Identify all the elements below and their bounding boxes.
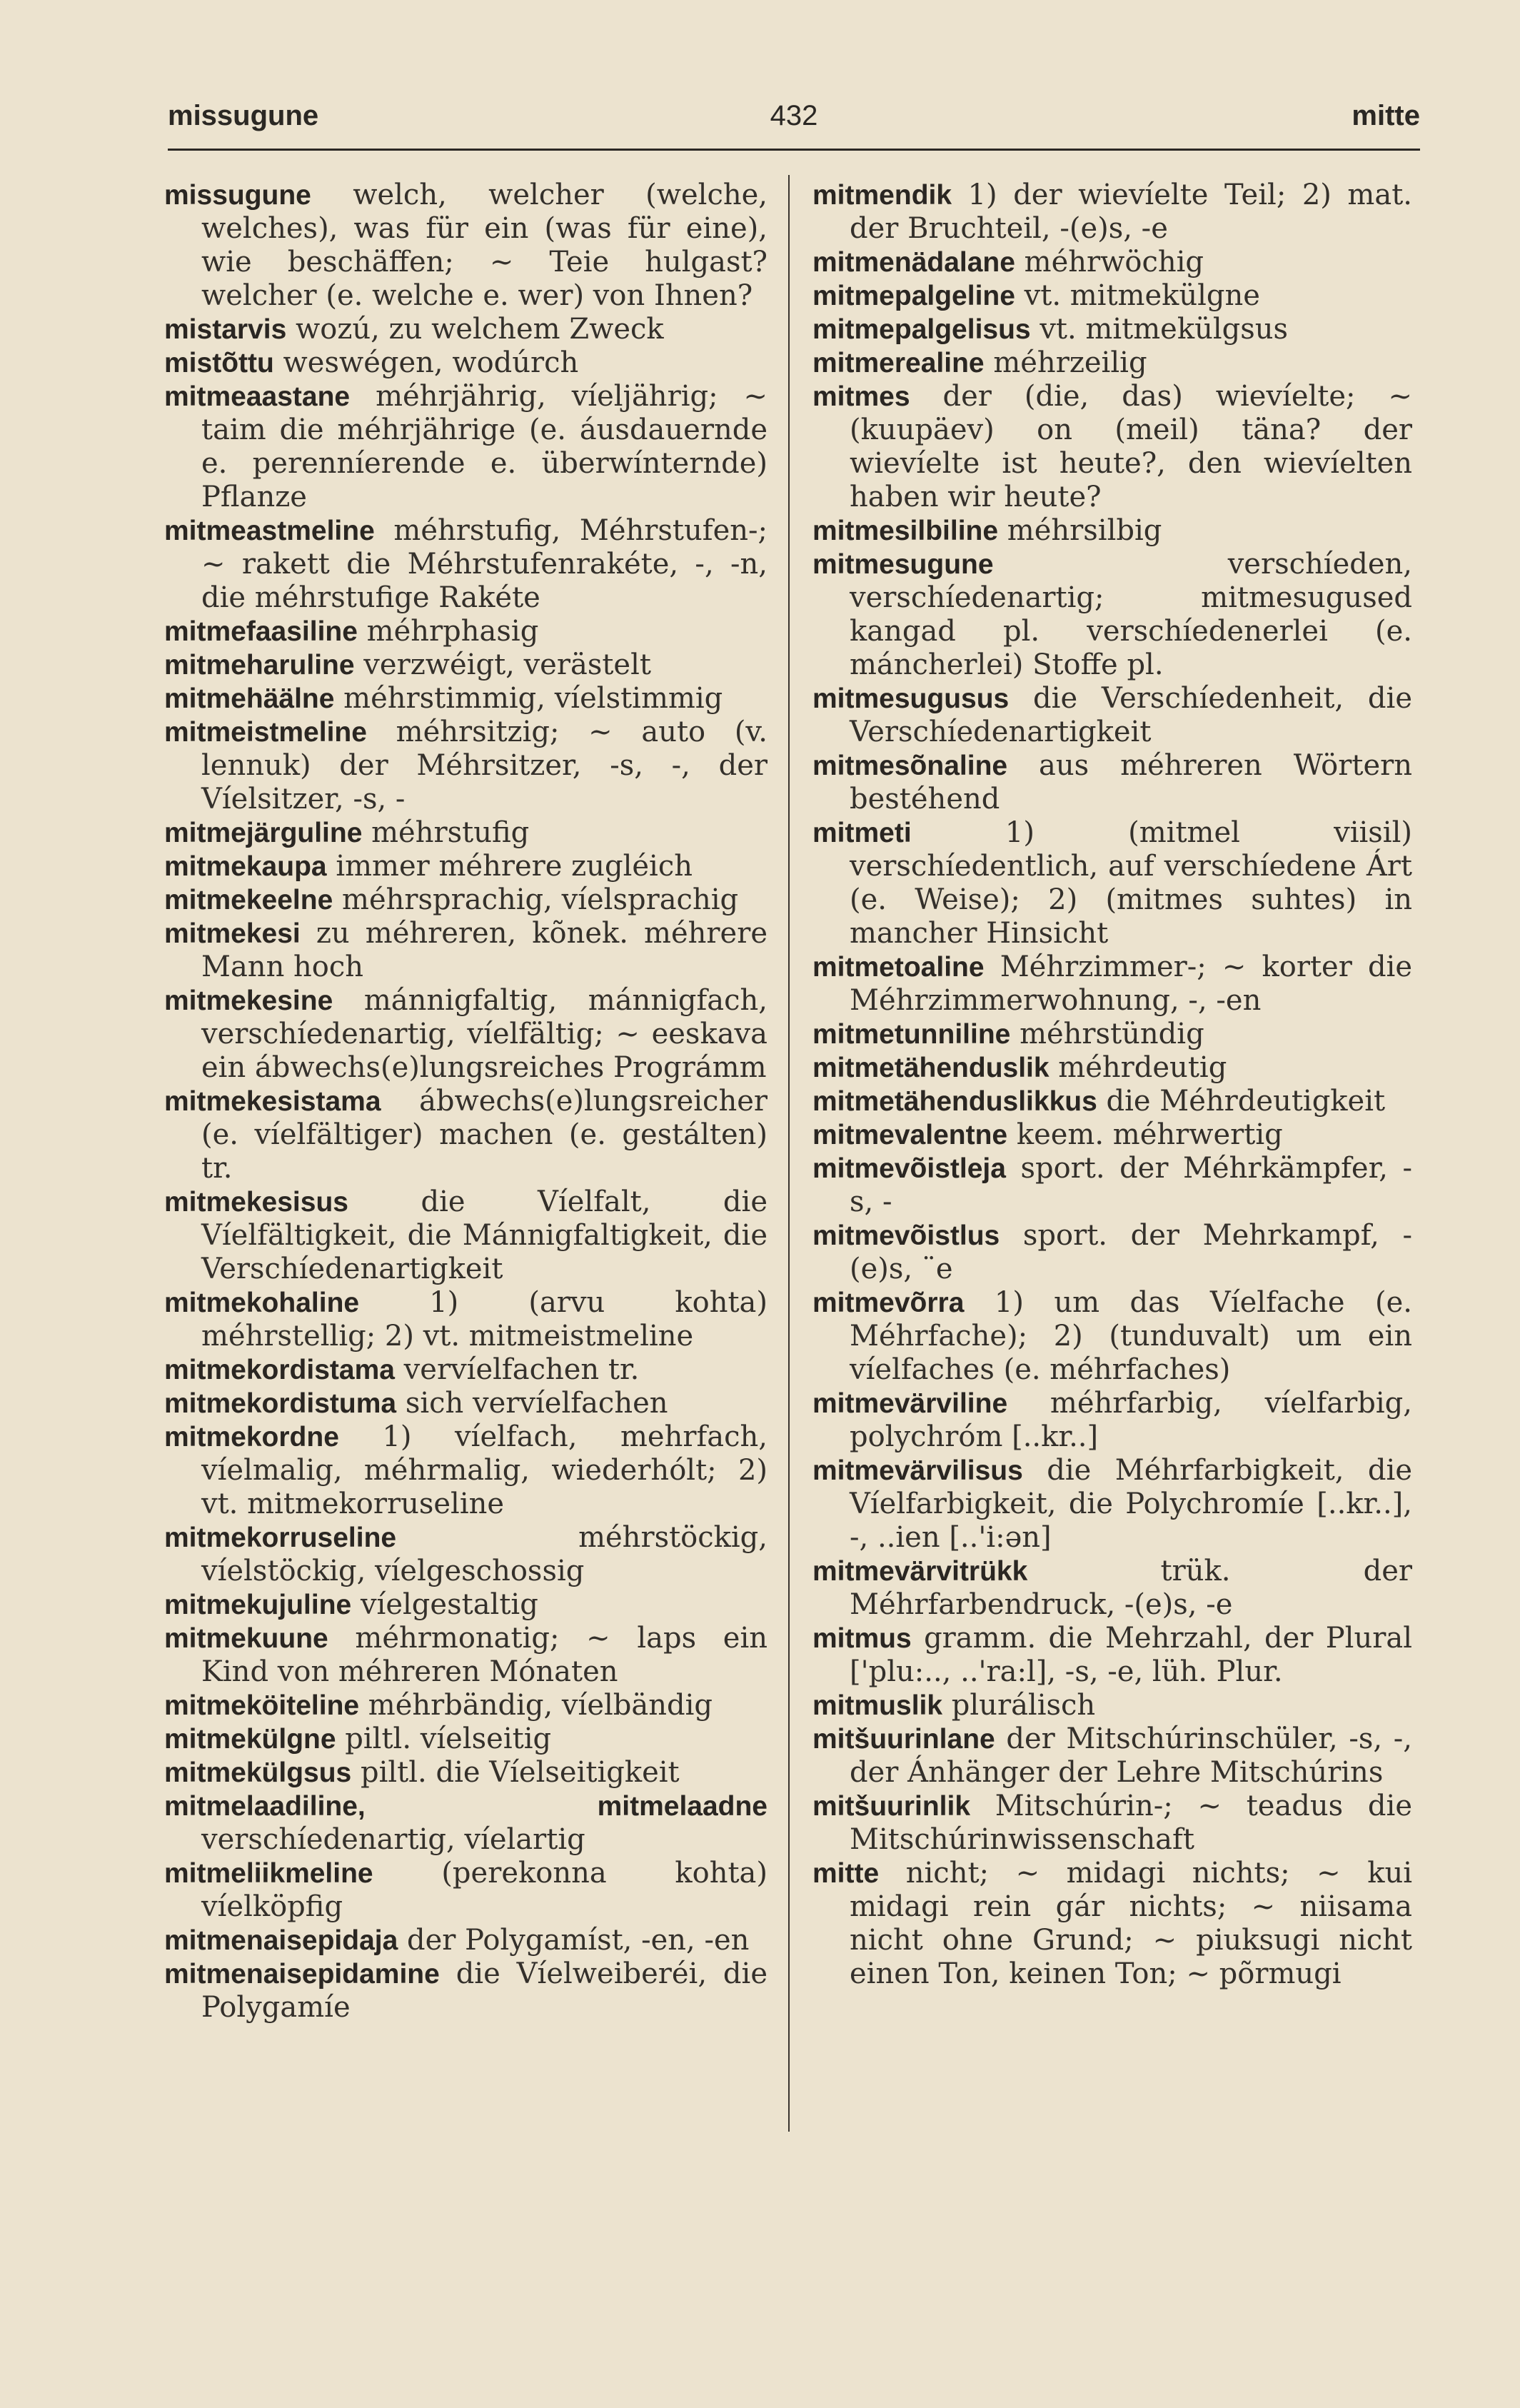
dictionary-entry: [812, 1018, 1412, 1051]
entry-headword: mitmeaastane: [164, 381, 351, 412]
dictionary-entry: [812, 1085, 1412, 1118]
dictionary-entry: [164, 1521, 767, 1588]
dictionary-entry: [164, 883, 767, 917]
entry-definition: plurálisch: [951, 1689, 1096, 1722]
entry-definition: méhrstöckig, víelstöckig, víelgeschossig: [201, 1521, 767, 1587]
entry-definition: méhrstündig: [1020, 1018, 1204, 1050]
dictionary-entry: [812, 950, 1412, 1018]
entry-definition: méhrstufig: [371, 816, 530, 849]
entry-definition: méhrjährig, víeljährig; ~ taim die méhrjährige (e. áusdauernde e. perenníerende e. überwínternde) Pflanze: [201, 380, 767, 513]
entry-definition: aus méhreren Wörtern bestéhend: [850, 749, 1412, 816]
entry-headword: missugune: [164, 180, 311, 211]
entry-definition: weswégen, wodúrch: [283, 346, 579, 379]
entry-headword: mitmekohaline: [164, 1288, 360, 1318]
entry-headword: mitmevärvilisus: [812, 1455, 1023, 1486]
dictionary-entry: [164, 380, 767, 514]
entry-definition: vt. mitmekülgsus: [1040, 313, 1289, 346]
entry-definition: 1) (mitmel viisil) verschíedentlich, auf verschíedene Árt (e. Weise); 2) (mitmes suhtes) in mancher Hinsicht: [850, 816, 1413, 950]
dictionary-entry: [164, 1689, 767, 1722]
entry-headword: mistarvis: [164, 314, 287, 345]
entry-definition: trük. der Méhrfarbendruck, -(e)s, -e: [850, 1555, 1412, 1621]
dictionary-entry: [812, 749, 1412, 816]
entry-definition: 1) der wievíelte Teil; 2) mat. der Bruchteil, -(e)s, -e: [850, 179, 1412, 245]
entry-definition: zu méhreren, kõnek. méhrere Mann hoch: [201, 917, 767, 983]
right-guideword: mitte: [1352, 100, 1420, 131]
entry-headword: mitmekordne: [164, 1422, 339, 1453]
entry-definition: welch, welcher (welche, welches), was für ein (was für eine), wie beschäffen; ~ Teie hulgast? welcher (e. welche e. wer) von Ihnen?: [201, 179, 767, 312]
entry-definition: die Víelfalt, die Víelfältigkeit, die Mánnigfaltigkeit, die Verschíedenartigkeit: [201, 1185, 767, 1285]
entry-definition: méhrbändig, víelbändig: [368, 1689, 713, 1722]
entry-definition: gramm. die Mehrzahl, der Plural ['plu:.., ..'ra:l], -s, -e, lüh. Plur.: [850, 1622, 1412, 1688]
entry-headword: mitmekesistama: [164, 1086, 381, 1117]
entry-headword: mitmes: [812, 381, 910, 412]
entry-definition: die Víelweiberéi, die Polygamíe: [201, 1957, 768, 2024]
entry-definition: piltl. víelseitig: [345, 1722, 552, 1755]
entry-definition: 1) um das Víelfache (e. Méhrfache); 2) (tunduvalt) um ein víelfaches (e. méhrfaches): [850, 1286, 1413, 1386]
dictionary-entry: [164, 1622, 767, 1689]
entry-definition: Méhrzimmer-; ~ korter die Méhrzimmerwohnung, -, -en: [850, 950, 1413, 1017]
dictionary-entry: [812, 1857, 1412, 1991]
entry-headword: mitšuurinlane: [812, 1724, 995, 1755]
entry-definition: der Polygamíst, -en, -en: [407, 1924, 750, 1957]
dictionary-entry: [164, 850, 767, 883]
entry-headword: mitmekesi: [164, 918, 301, 949]
entry-headword: mitmenaisepidaja: [164, 1925, 398, 1956]
dictionary-entry: [812, 1689, 1412, 1722]
page-header: [168, 100, 1420, 143]
entry-headword: mitmuslik: [812, 1690, 943, 1721]
entry-definition: Mitschúrin-; ~ teadus die Mitschúrinwissenschaft: [850, 1790, 1412, 1856]
entry-definition: immer méhrere zugléich: [336, 850, 693, 883]
entry-headword: mitmekesisus: [164, 1187, 348, 1218]
dictionary-entry: [164, 1924, 767, 1957]
dictionary-entry: [812, 380, 1412, 514]
entry-headword: mitmekesine: [164, 985, 333, 1016]
entry-definition: verschíeden, verschíedenartig; mitmesugused kangad pl. verschíedenerlei (e. máncherlei) Stoffe pl.: [850, 548, 1412, 681]
entry-headword: mitmevärvitrükk: [812, 1556, 1028, 1587]
entry-headword: mitmetähenduslik: [812, 1053, 1050, 1083]
entry-headword: mitmevõistleja: [812, 1153, 1006, 1184]
entry-definition: sport. der Mehrkampf, -(e)s, ¨e: [850, 1219, 1412, 1285]
entry-headword: mitte: [812, 1858, 880, 1889]
dictionary-entry: [164, 1085, 767, 1185]
entry-definition: sich vervíelfachen: [405, 1387, 668, 1420]
entry-definition: verzwéigt, verästelt: [363, 648, 651, 681]
entry-headword: mitmesõnaline: [812, 751, 1008, 781]
right-column: [812, 179, 1412, 1991]
entry-headword: mitmerealine: [812, 348, 985, 378]
entry-definition: méhrstimmig, víelstimmig: [343, 682, 723, 715]
entry-definition: die Méhrfarbigkeit, die Víelfarbigkeit, die Polychromíe [..kr..], -, ..ien [..'i:ən]: [850, 1454, 1412, 1554]
entry-definition: verschíedenartig, víelartig: [201, 1823, 585, 1856]
left-column: [164, 179, 767, 2025]
entry-definition: der Mitschúrinschüler, -s, -, der Ánhänger der Lehre Mitschúrins: [850, 1722, 1413, 1789]
entry-definition: méhrdeutig: [1058, 1051, 1227, 1084]
entry-headword: mitmekülgsus: [164, 1757, 352, 1788]
entry-definition: mánnigfaltig, mánnigfach, verschíedenartig, víelfältig; ~ eeskava ein ábwechs(e)lungsreiches Prográmm: [201, 984, 768, 1084]
entry-definition: (perekonna kohta) víelköpfig: [201, 1857, 767, 1923]
entry-definition: vt. mitmekülgne: [1024, 279, 1260, 312]
entry-definition: nicht; ~ midagi nichts; ~ kui midagi rein gár nichts; ~ niisama nicht ohne Grund; ~ piuksugi nicht einen Ton, keinen Ton; ~ põrmugi: [850, 1857, 1412, 1990]
entry-headword: mitmendik: [812, 180, 952, 211]
entry-definition: méhrsitzig; ~ auto (v. lennuk) der Méhrsitzer, -s, -, der Víelsitzer, -s, -: [201, 716, 767, 816]
dictionary-entry: [164, 346, 767, 380]
entry-headword: mitšuurinlik: [812, 1791, 971, 1822]
entry-headword: mistõttu: [164, 348, 274, 378]
dictionary-entry: [164, 179, 767, 313]
dictionary-entry: [164, 1185, 767, 1286]
entry-headword: mitmesugune: [812, 549, 994, 580]
entry-headword: mitmeliikmeline: [164, 1858, 373, 1889]
entry-headword: mitmeastmeline: [164, 516, 375, 546]
dictionary-entry: [812, 1219, 1412, 1286]
entry-headword: mitmekorruseline: [164, 1522, 397, 1553]
entry-headword: mitmekeelne: [164, 885, 333, 915]
dictionary-entry: [812, 1622, 1412, 1689]
dictionary-entry: [164, 984, 767, 1085]
dictionary-entry: [812, 279, 1412, 313]
dictionary-entry: [812, 1790, 1412, 1857]
dictionary-entry: [164, 1957, 767, 2025]
entry-definition: der (die, das) wievíelte; ~ (kuupäev) on (meil) täna? der wievíelte ist heute?, den wievíelten haben wir heute?: [850, 380, 1412, 513]
entry-definition: die Méhrdeutigkeit: [1106, 1085, 1386, 1118]
dictionary-entry: [164, 1286, 767, 1353]
entry-definition: méhrwöchig: [1024, 246, 1204, 279]
entry-definition: die Verschíedenheit, die Verschíedenartigkeit: [850, 682, 1413, 748]
dictionary-entry: [164, 1722, 767, 1756]
dictionary-entry: [812, 246, 1412, 279]
entry-headword: mitmevalentne: [812, 1120, 1008, 1150]
entry-definition: méhrzeilig: [993, 346, 1147, 379]
entry-definition: méhrphasig: [366, 615, 539, 648]
dictionary-entry: [164, 1857, 767, 1924]
entry-headword: mitmevõrra: [812, 1288, 965, 1318]
entry-headword: mitmeistmeline: [164, 717, 367, 748]
left-guideword: missugune: [168, 100, 319, 131]
entry-headword: mitmevärviline: [812, 1388, 1008, 1419]
dictionary-entry: [164, 1790, 767, 1857]
entry-definition: méhrsilbig: [1007, 514, 1162, 547]
dictionary-entry: [164, 1420, 767, 1521]
dictionary-entry: [164, 313, 767, 346]
dictionary-entry: [164, 514, 767, 615]
dictionary-entry: [812, 1286, 1412, 1387]
entry-headword: mitmekülgne: [164, 1724, 336, 1755]
entry-headword: mitmetoaline: [812, 952, 985, 983]
dictionary-entry: [812, 179, 1412, 246]
dictionary-entry: [812, 313, 1412, 346]
entry-definition: ábwechs(e)lungsreicher (e. víelfältiger) machen (e. gestálten) tr.: [201, 1085, 767, 1185]
dictionary-entry: [812, 1118, 1412, 1152]
column-divider: [788, 175, 790, 2132]
entry-headword: mitmeharuline: [164, 650, 355, 681]
entry-headword: mitmepalgeline: [812, 281, 1015, 311]
entry-headword: mitmekordistuma: [164, 1388, 397, 1419]
dictionary-entry: [812, 816, 1412, 950]
dictionary-entry: [812, 682, 1412, 749]
entry-headword: mitmevõistlus: [812, 1220, 1000, 1251]
entry-headword: mitmekaupa: [164, 851, 327, 882]
entry-headword: mitmekordistama: [164, 1355, 395, 1385]
entry-headword: mitmefaasiline: [164, 616, 358, 647]
entry-definition: wozú, zu welchem Zweck: [296, 313, 664, 346]
dictionary-entry: [164, 1353, 767, 1387]
dictionary-entry: [812, 1152, 1412, 1219]
dictionary-entry: [164, 682, 767, 716]
entry-definition: vervíelfachen tr.: [403, 1353, 640, 1386]
entry-definition: piltl. die Víelseitigkeit: [360, 1756, 680, 1789]
entry-definition: keem. méhrwertig: [1016, 1118, 1283, 1151]
dictionary-entry: [164, 1588, 767, 1622]
dictionary-entry: [164, 816, 767, 850]
entry-definition: méhrmonatig; ~ laps ein Kind von méhreren Mónaten: [201, 1622, 768, 1688]
entry-headword: mitmehäälne: [164, 683, 335, 714]
dictionary-entry: [164, 1387, 767, 1420]
dictionary-entry: [164, 917, 767, 984]
entry-headword: mitmus: [812, 1623, 912, 1654]
dictionary-entry: [164, 1756, 767, 1790]
entry-headword: mitmetähenduslikkus: [812, 1086, 1097, 1117]
entry-headword: mitmeti: [812, 818, 912, 848]
entry-headword: mitmetunniline: [812, 1019, 1011, 1050]
entry-headword: mitmekuune: [164, 1623, 328, 1654]
entry-definition: 1) víelfach, mehrfach, víelmalig, méhrmalig, wiederhólt; 2) vt. mitmekorruseline: [201, 1420, 767, 1520]
entry-definition: 1) (arvu kohta) méhrstellig; 2) vt. mitmeistmeline: [201, 1286, 767, 1353]
dictionary-entry: [812, 1387, 1412, 1454]
dictionary-entry: [812, 1555, 1412, 1622]
dictionary-entry: [812, 346, 1412, 380]
dictionary-entry: [164, 716, 767, 816]
page-number: 432: [770, 100, 818, 131]
entry-definition: sport. der Méhrkämpfer, -s, -: [850, 1152, 1413, 1218]
entry-definition: méhrsprachig, víelsprachig: [342, 883, 739, 916]
entry-definition: méhrfarbig, víelfarbig, polychróm [..kr..]: [850, 1387, 1412, 1453]
dictionary-entry: [812, 514, 1412, 548]
entry-headword: mitmelaadiline, mitmelaadne: [164, 1791, 767, 1822]
entry-headword: mitmesilbiline: [812, 516, 999, 546]
entry-headword: mitmepalgelisus: [812, 314, 1031, 345]
dictionary-entry: [812, 1722, 1412, 1790]
header-rule: [168, 149, 1420, 151]
dictionary-entry: [812, 1051, 1412, 1085]
entry-headword: mitmejärguline: [164, 818, 363, 848]
entry-headword: mitmeköiteline: [164, 1690, 360, 1721]
dictionary-entry: [812, 1454, 1412, 1555]
entry-definition: víelgestaltig: [360, 1588, 538, 1621]
entry-headword: mitmenaisepidamine: [164, 1959, 440, 1990]
entry-headword: mitmenädalane: [812, 247, 1015, 278]
entry-headword: mitmesugusus: [812, 683, 1010, 714]
entry-definition: méhrstufig, Méhrstufen-; ~ rakett die Méhrstufenrakéte, -, -n, die méhrstufige Rakéte: [201, 514, 767, 614]
dictionary-entry: [164, 615, 767, 648]
dictionary-entry: [812, 548, 1412, 682]
dictionary-entry: [164, 648, 767, 682]
entry-headword: mitmekujuline: [164, 1590, 352, 1620]
